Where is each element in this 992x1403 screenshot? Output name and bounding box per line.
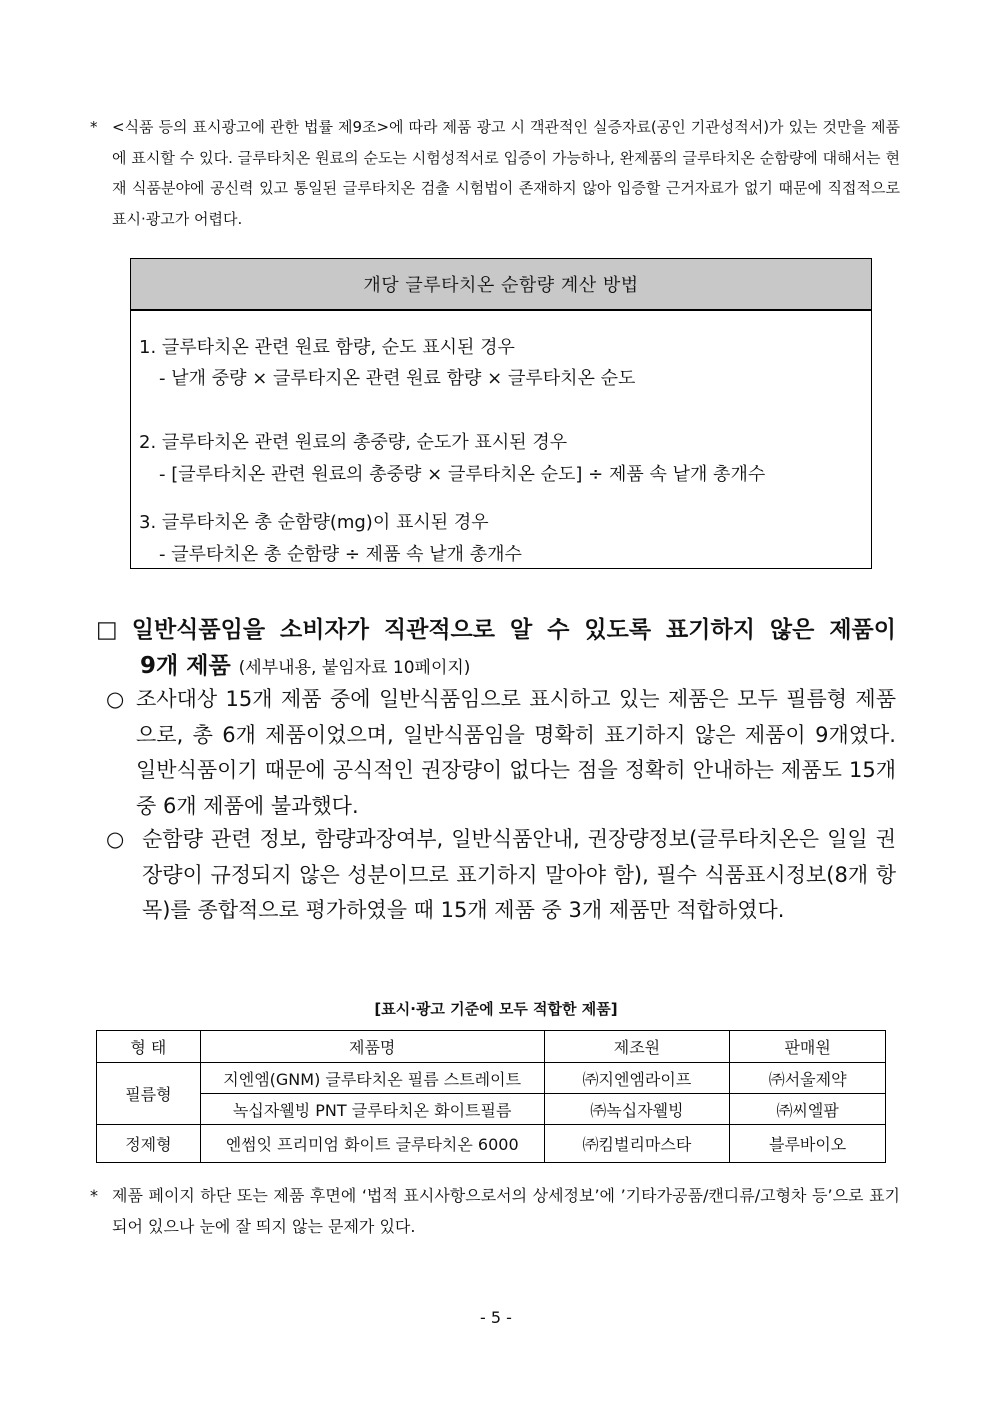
section-subtitle: (세부내용, 붙임자료 10페이지) <box>238 658 471 678</box>
footnote <box>90 1180 900 1242</box>
header-type: 형 태 <box>97 1031 201 1063</box>
header-manufacturer: 제조원 <box>544 1031 730 1063</box>
section-heading-line1 <box>96 612 896 648</box>
legal-note <box>90 112 900 234</box>
table-header-row <box>97 1031 886 1063</box>
table-row <box>97 1063 886 1094</box>
cell-seller: 블루바이오 <box>730 1125 886 1163</box>
section-title-count: 9개 제품 <box>140 653 231 679</box>
header-seller: 판매원 <box>730 1031 886 1063</box>
footnote-text: 제품 페이지 하단 또는 제품 후면에 ‘법적 표시사항으로서의 상세정보’에 ’기타가공품/캔디류/고형차 등’으로 표기되어 있으나 눈에 잘 띄지 않는 문제가 있다. <box>112 1186 900 1236</box>
cell-type: 정제형 <box>97 1125 201 1163</box>
section-title: 일반식품임을 소비자가 직관적으로 알 수 있도록 표기하지 않은 제품이 <box>131 617 896 643</box>
cell-seller: ㈜서울제약 <box>730 1063 886 1094</box>
cell-type: 필름형 <box>97 1063 201 1125</box>
note-asterisk: * <box>90 118 98 136</box>
bullet-text-1: 조사대상 15개 제품 중에 일반식품임으로 표시하고 있는 제품은 모두 필름형 제품으로, 총 6개 제품이었으며, 일반식품임을 명확히 표기하지 않은 제품이 9개였다. 일반식품이기 때문에 공식적인 권장량이 없다는 점을 정확히 안내하는 제품도 15개 중 6개 제품에 불과했다. <box>136 687 896 818</box>
cell-product-name: 녹십자웰빙 PNT 글루타치온 화이트필름 <box>200 1094 544 1125</box>
section-heading-line2 <box>140 648 896 686</box>
method-1-formula: - 낱개 중량 × 글루타지온 관련 원료 함량 × 글루타치온 순도 <box>159 368 636 389</box>
bullet-circle: ○ <box>106 827 125 851</box>
checkbox-mark: □ <box>96 617 118 643</box>
footnote-asterisk: * <box>90 1186 98 1205</box>
calculation-box-title: 개당 글루타치온 순함량 계산 방법 <box>131 259 871 311</box>
cell-manufacturer: ㈜킴벌리마스타 <box>544 1125 730 1163</box>
bullet-paragraph-1 <box>106 682 896 824</box>
method-3-heading: 3. 글루타치온 총 순함량(mg)이 표시된 경우 <box>139 512 489 533</box>
method-3-formula: - 글루타치온 총 순함량 ÷ 제품 속 낱개 총개수 <box>159 544 522 565</box>
page-number: - 5 - <box>480 1308 512 1327</box>
table-row <box>97 1094 886 1125</box>
header-product-name: 제품명 <box>200 1031 544 1063</box>
cell-manufacturer: ㈜녹십자웰빙 <box>544 1094 730 1125</box>
cell-product-name: 엔썸잇 프리미엄 화이트 글루타치온 6000 <box>200 1125 544 1163</box>
legal-note-text: <식품 등의 표시광고에 관한 법률 제9조>에 따라 제품 광고 시 객관적인 실증자료(공인 기관성적서)가 있는 것만을 제품에 표시할 수 있다. 글루타치온 원료의 순도는 시험성적서로 입증이 가능하나, 완제품의 글루타치온 순함량에 대해서는 현재 식품분야에 공신력 있고 통일된 글루타치온 검출 시험법이 존재하지 않아 입증할 근거자료가 없기 때문에 직접적으로 표시·광고가 어렵다. <box>112 118 900 228</box>
cell-product-name: 지엔엠(GNM) 글루타치온 필름 스트레이트 <box>200 1063 544 1094</box>
method-1-heading: 1. 글루타치온 관련 원료 함량, 순도 표시된 경우 <box>139 337 515 358</box>
section-heading <box>96 612 896 686</box>
cell-manufacturer: ㈜지엔엠라이프 <box>544 1063 730 1094</box>
compliant-products-table <box>96 1030 886 1163</box>
calculation-box <box>130 258 872 569</box>
method-2-heading: 2. 글루타치온 관련 원료의 총중량, 순도가 표시된 경우 <box>139 432 568 453</box>
table-title: [표시·광고 기준에 모두 적합한 제품] <box>374 1000 618 1018</box>
bullet-paragraph-2 <box>106 822 896 929</box>
cell-seller: ㈜씨엘팜 <box>730 1094 886 1125</box>
bullet-circle: ○ <box>106 687 125 711</box>
method-2-formula: - [글루타치온 관련 원료의 총중량 × 글루타치온 순도] ÷ 제품 속 낱개 총개수 <box>159 464 766 485</box>
bullet-text-2: 순함량 관련 정보, 함량과장여부, 일반식품안내, 권장량정보(글루타치온은 일일 권장량이 규정되지 않은 성분이므로 표기하지 말아야 함), 필수 식품표시정보(8개 항목)를 종합적으로 평가하였을 때 15개 제품 중 3개 제품만 적합하였다. <box>142 827 896 922</box>
table-row <box>97 1125 886 1163</box>
